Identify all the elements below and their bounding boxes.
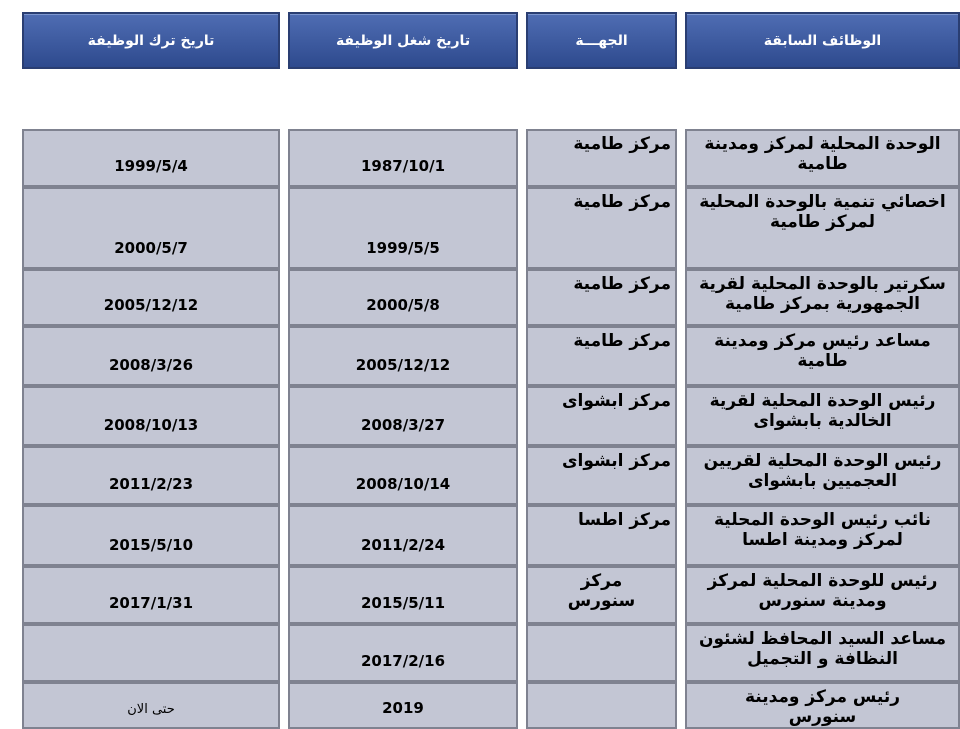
row-3-entity: مركز طامية xyxy=(526,269,677,326)
row-7-entity: مركز اطسا xyxy=(526,505,677,566)
row-8-start-date: 2015/5/11 xyxy=(288,566,518,624)
row-10-entity xyxy=(526,682,677,729)
row-7-job: نائب رئيس الوحدة المحلية لمركز ومدينة اطسا xyxy=(685,505,960,566)
row-9-entity xyxy=(526,624,677,682)
row-9-job: مساعد السيد المحافظ لشئون النظافة و التجميل xyxy=(685,624,960,682)
row-5-start-date: 2008/3/27 xyxy=(288,386,518,446)
row-1-end-date: 1999/5/4 xyxy=(22,129,280,187)
row-4-entity: مركز طامية xyxy=(526,326,677,386)
row-2-entity: مركز طامية xyxy=(526,187,677,269)
row-1-job: الوحدة المحلية لمركز ومدينة طامية xyxy=(685,129,960,187)
row-10-start-date: 2019 xyxy=(288,682,518,729)
row-2-start-date: 1999/5/5 xyxy=(288,187,518,269)
row-4-start-date: 2005/12/12 xyxy=(288,326,518,386)
row-6-entity: مركز ابشواى xyxy=(526,446,677,505)
row-3-end-date: 2005/12/12 xyxy=(22,269,280,326)
header-end-date: تاريخ ترك الوظيفة xyxy=(22,12,280,69)
row-2-job: اخصائي تنمية بالوحدة المحلية لمركز طامية xyxy=(685,187,960,269)
row-5-job: رئيس الوحدة المحلية لقرية الخالدية بابشواى xyxy=(685,386,960,446)
row-6-job: رئيس الوحدة المحلية لقريين العجميين بابشواى xyxy=(685,446,960,505)
row-8-entity: مركز سنورس xyxy=(526,566,677,624)
row-8-job: رئيس للوحدة المحلية لمركز ومدينة سنورس xyxy=(685,566,960,624)
row-4-end-date: 2008/3/26 xyxy=(22,326,280,386)
row-1-entity: مركز طامية xyxy=(526,129,677,187)
row-7-end-date: 2015/5/10 xyxy=(22,505,280,566)
row-7-start-date: 2011/2/24 xyxy=(288,505,518,566)
header-entity: الجهـــة xyxy=(526,12,677,69)
row-5-entity: مركز ابشواى xyxy=(526,386,677,446)
row-6-end-date: 2011/2/23 xyxy=(22,446,280,505)
row-3-job: سكرتير بالوحدة المحلية لقرية الجمهورية بمركز طامية xyxy=(685,269,960,326)
row-9-start-date: 2017/2/16 xyxy=(288,624,518,682)
row-5-end-date: 2008/10/13 xyxy=(22,386,280,446)
row-2-end-date: 2000/5/7 xyxy=(22,187,280,269)
row-10-job: رئيس مركز ومدينة سنورس xyxy=(685,682,960,729)
row-9-end-date xyxy=(22,624,280,682)
career-history-table xyxy=(22,12,947,727)
header-previous-jobs: الوظائف السابقة xyxy=(685,12,960,69)
row-8-end-date: 2017/1/31 xyxy=(22,566,280,624)
row-3-start-date: 2000/5/8 xyxy=(288,269,518,326)
row-4-job: مساعد رئيس مركز ومدينة طامية xyxy=(685,326,960,386)
row-1-start-date: 1987/10/1 xyxy=(288,129,518,187)
header-start-date: تاريخ شغل الوظيفة xyxy=(288,12,518,69)
row-6-start-date: 2008/10/14 xyxy=(288,446,518,505)
row-10-end-date: حتى الان xyxy=(22,682,280,729)
